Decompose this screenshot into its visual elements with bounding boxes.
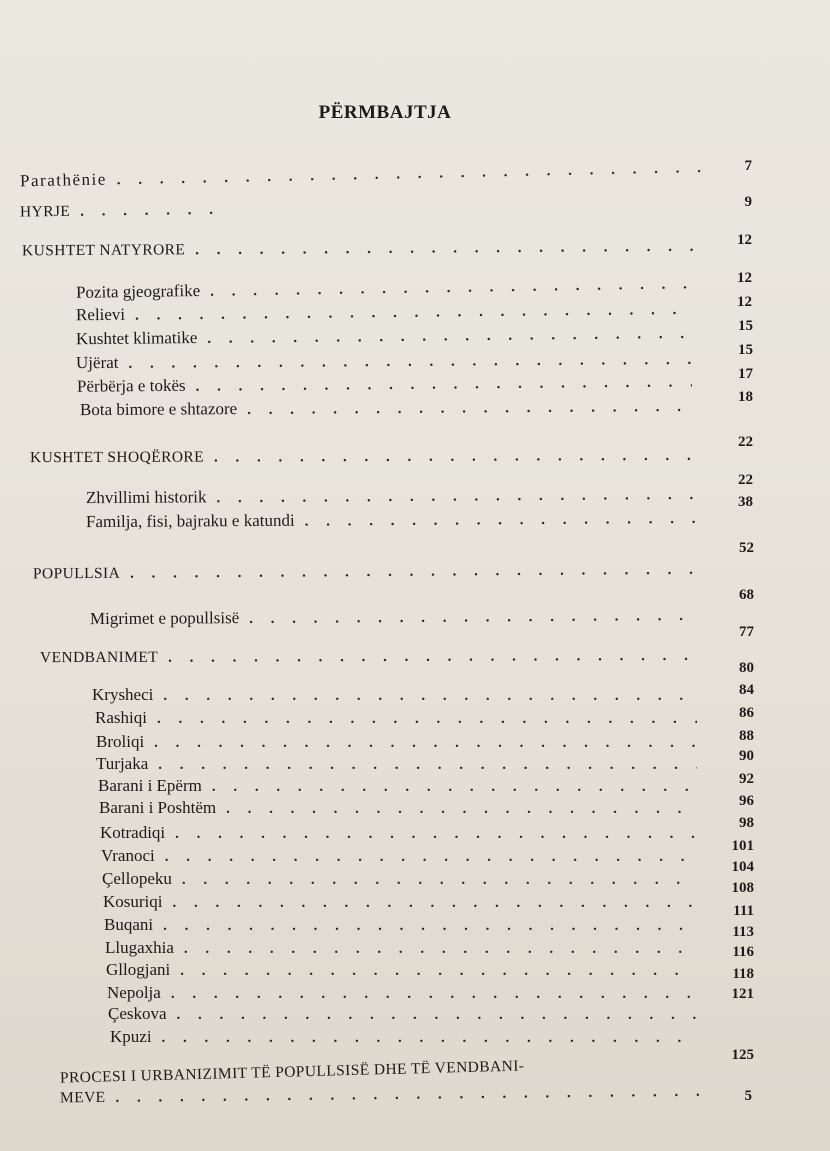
- toc-entry: [99, 798, 707, 820]
- toc-entry-label: Kotradiqi: [100, 823, 166, 842]
- toc-entry: [33, 561, 713, 588]
- toc-entry-label: Vranoci: [101, 846, 155, 865]
- toc-entry-label: Relievi: [75, 304, 126, 325]
- leader-dots: [195, 239, 702, 260]
- page-title: PËRMBAJTJA: [318, 102, 452, 123]
- page-number: 108: [731, 880, 754, 896]
- toc-entry-label: Turjaka: [96, 754, 149, 773]
- toc-entry-label: KUSHTET SHOQËRORE: [29, 448, 205, 467]
- toc-entry: [105, 938, 707, 960]
- leader-dots: [154, 735, 697, 752]
- leader-dots: [171, 986, 697, 1003]
- toc-entry: [20, 200, 240, 225]
- leader-dots: [207, 326, 691, 348]
- toc-entry-label: HYRJE: [19, 202, 71, 221]
- toc-entry-label: Pozita gjeografike: [75, 280, 201, 302]
- leader-dots: [158, 757, 697, 774]
- toc-entry-label: Nepolja: [107, 983, 161, 1002]
- page-number: 101: [731, 838, 754, 854]
- page-number: 15: [738, 342, 753, 358]
- page-number: 77: [739, 624, 754, 640]
- leader-dots: [168, 648, 700, 667]
- toc-entry: [86, 508, 706, 534]
- leader-dots: [305, 511, 696, 531]
- leader-dots: [214, 448, 700, 467]
- toc-entry: [20, 157, 720, 194]
- page-number: 52: [739, 540, 754, 556]
- leader-dots: [175, 826, 697, 843]
- leader-dots: [117, 160, 710, 189]
- toc-entry-label: KUSHTET NATYRORE: [21, 241, 186, 260]
- page-number: 111: [733, 903, 754, 919]
- page-number: 88: [739, 728, 754, 744]
- toc-entry-label: Broliqi: [96, 732, 145, 751]
- toc-entry: [103, 892, 707, 914]
- toc-entry: [110, 1027, 707, 1049]
- leader-dots: [157, 711, 697, 728]
- leader-dots: [173, 895, 698, 912]
- leader-dots: [184, 941, 697, 958]
- page-number: 116: [732, 944, 754, 960]
- toc-entry-label: MEVE: [59, 1088, 106, 1107]
- leader-dots: [249, 608, 700, 628]
- leader-dots: [80, 202, 230, 221]
- page-number: 38: [738, 494, 753, 510]
- toc-entry-label: Përbërja e tokës: [76, 375, 186, 396]
- toc-entry: [100, 823, 707, 845]
- page-number: 22: [738, 434, 753, 450]
- page-number: 90: [739, 748, 754, 764]
- toc-entry: [80, 396, 702, 422]
- leader-dots: [226, 801, 697, 818]
- toc-entry: [40, 647, 710, 671]
- page-number: 104: [731, 859, 754, 875]
- page-number: 12: [737, 232, 752, 248]
- toc-entry-label: POPULLSIA: [32, 564, 121, 583]
- page-number: 86: [739, 705, 754, 721]
- toc-entry: [76, 323, 701, 352]
- page-number: 84: [739, 682, 754, 698]
- leader-dots: [212, 779, 697, 796]
- toc-entry: [92, 685, 707, 707]
- toc-entry-label: Gllogjani: [106, 960, 171, 979]
- toc-entry: [95, 708, 707, 730]
- toc-entry-label: Ujërat: [75, 352, 119, 373]
- page-number: 96: [739, 793, 754, 809]
- toc-entry-label: Kushtet klimatike: [75, 328, 198, 349]
- page-number: 18: [738, 389, 753, 405]
- leader-dots: [177, 1007, 697, 1024]
- toc-entry-label: Krysheci: [92, 685, 154, 704]
- page-number: 9: [744, 194, 752, 210]
- toc-entry-label: Kpuzi: [110, 1027, 152, 1046]
- page-number: 92: [739, 771, 754, 787]
- toc-entry: [108, 1004, 707, 1026]
- toc-entry: [30, 447, 710, 471]
- toc-entry-label: Çellopeku: [102, 869, 172, 888]
- leader-dots: [180, 963, 697, 980]
- toc-entry-label: Parathënie: [19, 169, 107, 191]
- page-number: 12: [737, 270, 752, 286]
- page-number: 113: [732, 924, 754, 940]
- leader-dots: [163, 688, 697, 705]
- page-number: 7: [744, 158, 752, 174]
- leader-dots: [135, 302, 691, 325]
- toc-entry-label: Zhvillimi historik: [85, 487, 207, 508]
- toc-entry-label: Çeskova: [108, 1004, 167, 1023]
- toc-entry: [102, 869, 707, 891]
- toc-entry: [90, 605, 710, 631]
- toc-entry-label: Rashiqi: [95, 708, 147, 727]
- toc-entry: [101, 846, 707, 868]
- page-number: 12: [737, 294, 752, 310]
- toc-entry: [98, 776, 707, 798]
- toc-entry-label: Kosuriqi: [103, 892, 163, 911]
- leader-dots: [163, 918, 697, 935]
- leader-dots: [182, 872, 697, 889]
- page-number: 17: [738, 366, 753, 382]
- page-number: 121: [731, 986, 754, 1002]
- toc-entry: [96, 754, 707, 776]
- toc-entry-label: Barani i Epërm: [98, 776, 202, 795]
- toc-entry-label: Bota bimore e shtazore: [79, 399, 238, 420]
- page-number: 5: [744, 1088, 752, 1104]
- page-number: 98: [739, 815, 754, 831]
- toc-entry: [104, 915, 707, 937]
- toc-entry: [22, 238, 712, 265]
- toc-entry: [86, 484, 706, 510]
- leader-dots: [130, 562, 703, 583]
- toc-entry-label: Buqani: [104, 915, 154, 934]
- leader-dots: [115, 1084, 700, 1107]
- leader-dots: [128, 352, 691, 373]
- page-number: 118: [732, 966, 754, 982]
- page-number: 22: [738, 472, 753, 488]
- page-number: 80: [739, 660, 754, 676]
- page-number: 125: [731, 1047, 754, 1063]
- leader-dots: [162, 1030, 697, 1047]
- page-number: 15: [738, 318, 753, 334]
- toc-entry-label: Barani i Poshtëm: [99, 798, 217, 817]
- leader-dots: [247, 399, 692, 419]
- toc-entry: [107, 983, 707, 1005]
- toc-entry: [106, 960, 707, 982]
- leader-dots: [210, 276, 691, 301]
- toc-entry-label: Familja, fisi, bajraku e katundi: [85, 510, 295, 532]
- leader-dots: [216, 487, 696, 507]
- toc-entry-label: PROCESI I URBANIZIMIT TË POPULLSISË DHE TË VENDBANI-: [59, 1057, 525, 1087]
- toc-entry-label: VENDBANIMET: [39, 648, 159, 667]
- page-number: 68: [739, 587, 754, 603]
- toc-entry: [77, 371, 702, 398]
- toc-entry-label: Migrimet e popullsisë: [89, 608, 240, 629]
- leader-dots: [165, 849, 697, 866]
- toc-entry: [96, 732, 707, 754]
- toc-entry-label: Llugaxhia: [105, 938, 174, 957]
- leader-dots: [196, 374, 693, 395]
